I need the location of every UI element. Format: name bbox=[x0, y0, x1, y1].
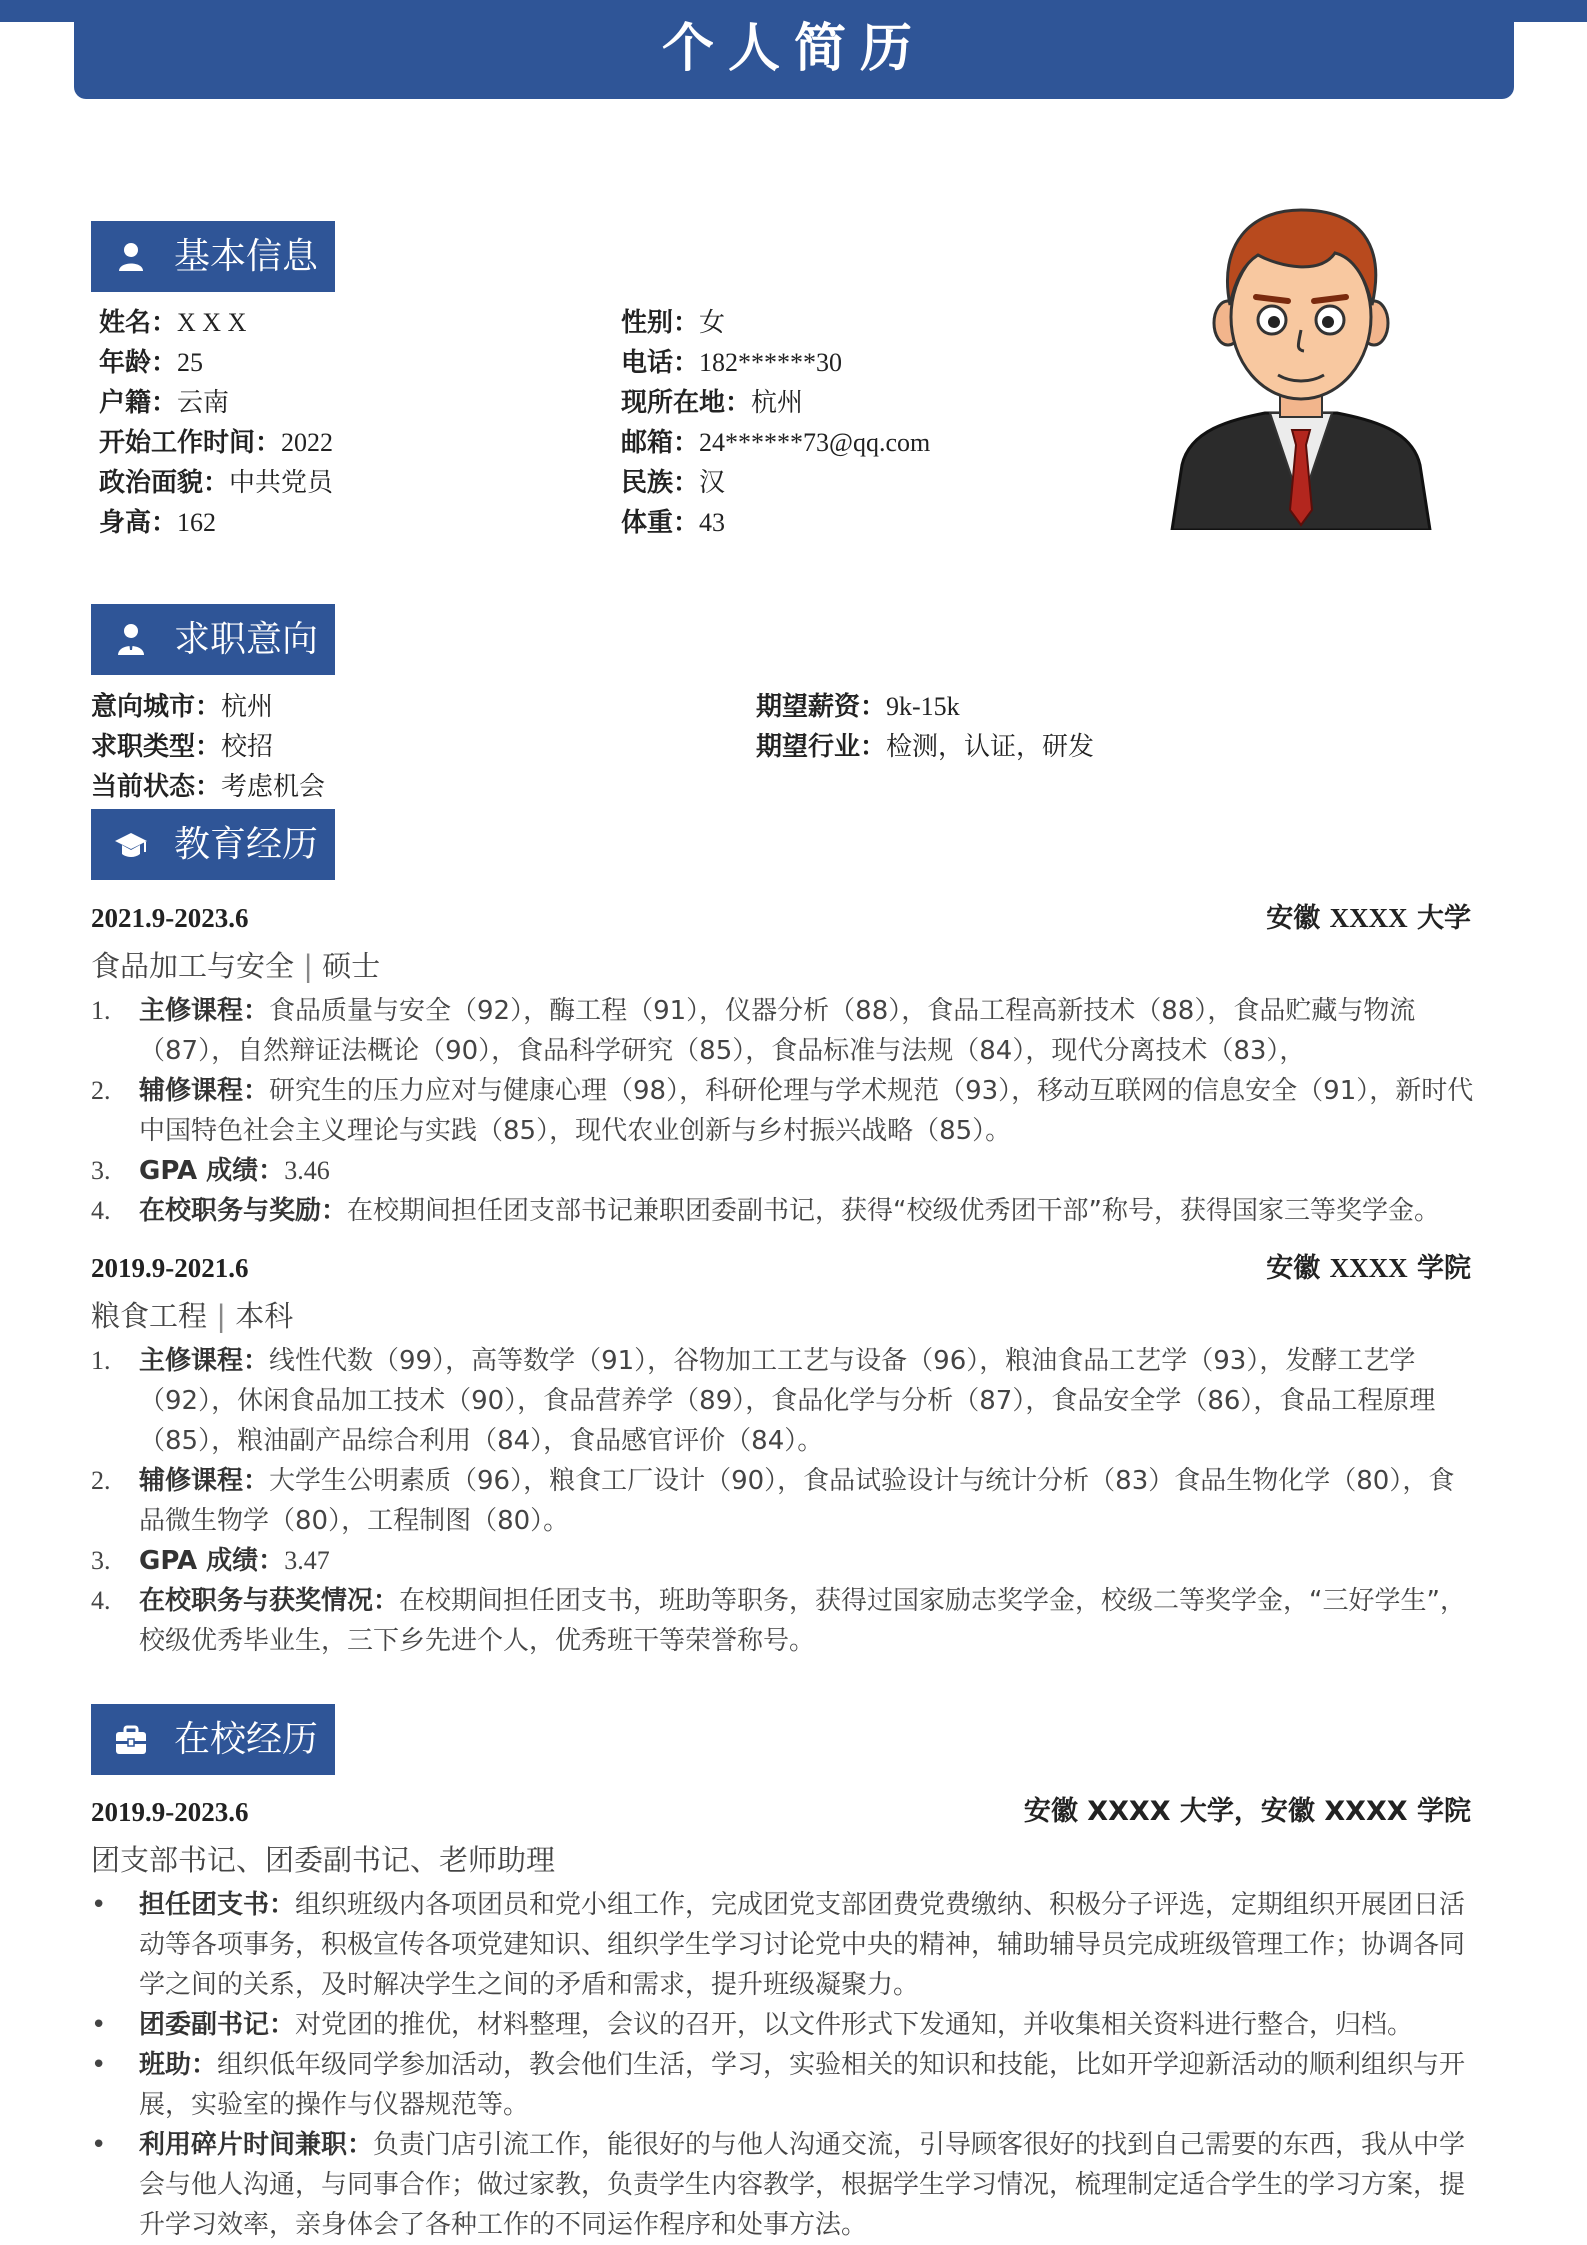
industry-row: 期望行业：检测，认证，研发 bbox=[756, 732, 1095, 762]
section-title: 基本信息 bbox=[174, 236, 319, 277]
person-icon bbox=[113, 622, 149, 658]
job-type-row: 求职类型：校招 bbox=[91, 732, 274, 762]
list-item: • 团委副书记：对党团的推优，材料整理，会议的召开，以文件形式下发通知，并收集相关资料进行整合，归档。 bbox=[91, 2010, 1414, 2040]
list-item: 2. 辅修课程：大学生公明素质（96），粮食工厂设计（90），食品试验设计与统计分析（83）食品生物化学（80），食品微生物学（80），工程制图（80）。 bbox=[91, 1466, 1455, 1536]
edu-school: 安徽 XXXX 大学 bbox=[1266, 903, 1471, 934]
edu-period: 2021.9-2023.6 bbox=[91, 903, 249, 933]
salary-row: 期望薪资：9k-15k bbox=[756, 692, 960, 722]
person-icon bbox=[113, 239, 149, 275]
edu-major-degree: 粮食工程 | 本科 bbox=[91, 1299, 294, 1333]
briefcase-icon bbox=[113, 1722, 149, 1758]
list-item: 2. 辅修课程：研究生的压力应对与健康心理（98），科研伦理与学术规范（93），移动互联网的信息安全（91），新时代中国特色社会主义理论与实践（85），现代农业创新与乡村振兴战略（85）。 bbox=[91, 1076, 1474, 1146]
campus-roles: 团支部书记、团委副书记、老师助理 bbox=[91, 1843, 556, 1877]
avatar bbox=[1170, 205, 1432, 530]
section-title: 教育经历 bbox=[174, 824, 319, 865]
edu-school: 安徽 XXXX 学院 bbox=[1266, 1253, 1471, 1284]
section-campus-experience bbox=[91, 1704, 335, 1775]
page-title: 个人简历 bbox=[74, 0, 1514, 99]
edu-major-degree: 食品加工与安全 | 硕士 bbox=[91, 949, 381, 983]
hukou-row: 户籍：云南 bbox=[99, 388, 230, 418]
list-item: • 担任团支书：组织班级内各项团员和党小组工作，完成团党支部团费党费缴纳、积极分子评选，定期组织开展团日活动等各项事务，积极宣传各项党建知识、组织学生学习讨论党中央的精神，辅助辅导员完成班级管理工作；协调各同学之间的关系，及时解决学生之间的矛盾和需求，提升班级凝聚力。 bbox=[91, 1890, 1466, 2000]
section-education bbox=[91, 809, 335, 880]
list-item: 1. 主修课程：线性代数（99），高等数学（91），谷物加工工艺与设备（96），粮油食品工艺学（93），发酵工艺学（92），休闲食品加工技术（90），食品营养学（89），食品化学与分析（87），食品安全学（86），食品工程原理（85），粮油副产品综合利用（84），食品感官评价（84）。 bbox=[91, 1346, 1436, 1456]
list-item: 4. 在校职务与奖励：在校期间担任团支部书记兼职团委副书记，获得“校级优秀团干部”称号，获得国家三等奖学金。 bbox=[91, 1196, 1440, 1226]
height-row: 身高：162 bbox=[99, 508, 217, 538]
edu-detail-list bbox=[91, 991, 1476, 1231]
gender-row: 性别：女 bbox=[621, 308, 726, 338]
campus-detail-list bbox=[91, 1885, 1476, 2245]
list-item: 1. 主修课程：食品质量与安全（92），酶工程（91），仪器分析（88），食品工程高新技术（88），食品贮藏与物流（87），自然辩证法概论（90），食品科学研究（85），食品标准与法规（84），现代分离技术（83）， bbox=[91, 996, 1416, 1066]
list-item: • 利用碎片时间兼职：负责门店引流工作，能很好的与他人沟通交流，引导顾客很好的找到自己需要的东西，我从中学会与他人沟通，与同事合作；做过家教，负责学生内容教学，根据学生学习情况，梳理制定适合学生的学习方案，提升学习效率，亲身体会了各种工作的不同运作程序和处事方法。 bbox=[91, 2130, 1466, 2240]
campus-period: 2019.9-2023.6 bbox=[91, 1797, 249, 1827]
edu-detail-list bbox=[91, 1341, 1476, 1661]
location-row: 现所在地：杭州 bbox=[621, 388, 804, 418]
status-row: 当前状态：考虑机会 bbox=[91, 772, 326, 802]
graduation-cap-icon bbox=[113, 827, 149, 863]
age-row: 年龄：25 bbox=[99, 348, 204, 378]
campus-org: 安徽 XXXX 大学，安徽 XXXX 学院 bbox=[1023, 1796, 1471, 1827]
section-job-intention bbox=[91, 604, 335, 675]
section-title: 求职意向 bbox=[174, 619, 319, 660]
list-item: 3. GPA 成绩：3.46 bbox=[91, 1156, 330, 1186]
section-title: 在校经历 bbox=[174, 1719, 319, 1760]
political-row: 政治面貌：中共党员 bbox=[99, 468, 334, 498]
email-row: 邮箱：24******73@qq.com bbox=[621, 428, 931, 458]
phone-row: 电话：182******30 bbox=[621, 348, 843, 378]
list-item: 3. GPA 成绩：3.47 bbox=[91, 1546, 330, 1576]
ethnic-row: 民族：汉 bbox=[621, 468, 726, 498]
list-item: • 班助：组织低年级同学参加活动，教会他们生活，学习，实验相关的知识和技能，比如开学迎新活动的顺利组织与开展，实验室的操作与仪器规范等。 bbox=[91, 2050, 1466, 2120]
name-row: 姓名：X X X bbox=[99, 308, 247, 338]
section-basic-info bbox=[91, 221, 335, 292]
city-row: 意向城市：杭州 bbox=[91, 692, 274, 722]
start-work-row: 开始工作时间：2022 bbox=[99, 428, 334, 458]
weight-row: 体重：43 bbox=[621, 508, 726, 538]
edu-period: 2019.9-2021.6 bbox=[91, 1253, 249, 1283]
list-item: 4. 在校职务与获奖情况：在校期间担任团支书，班助等职务，获得过国家励志奖学金，校级二等奖学金，“三好学生”，校级优秀毕业生，三下乡先进个人，优秀班干等荣誉称号。 bbox=[91, 1586, 1466, 1656]
